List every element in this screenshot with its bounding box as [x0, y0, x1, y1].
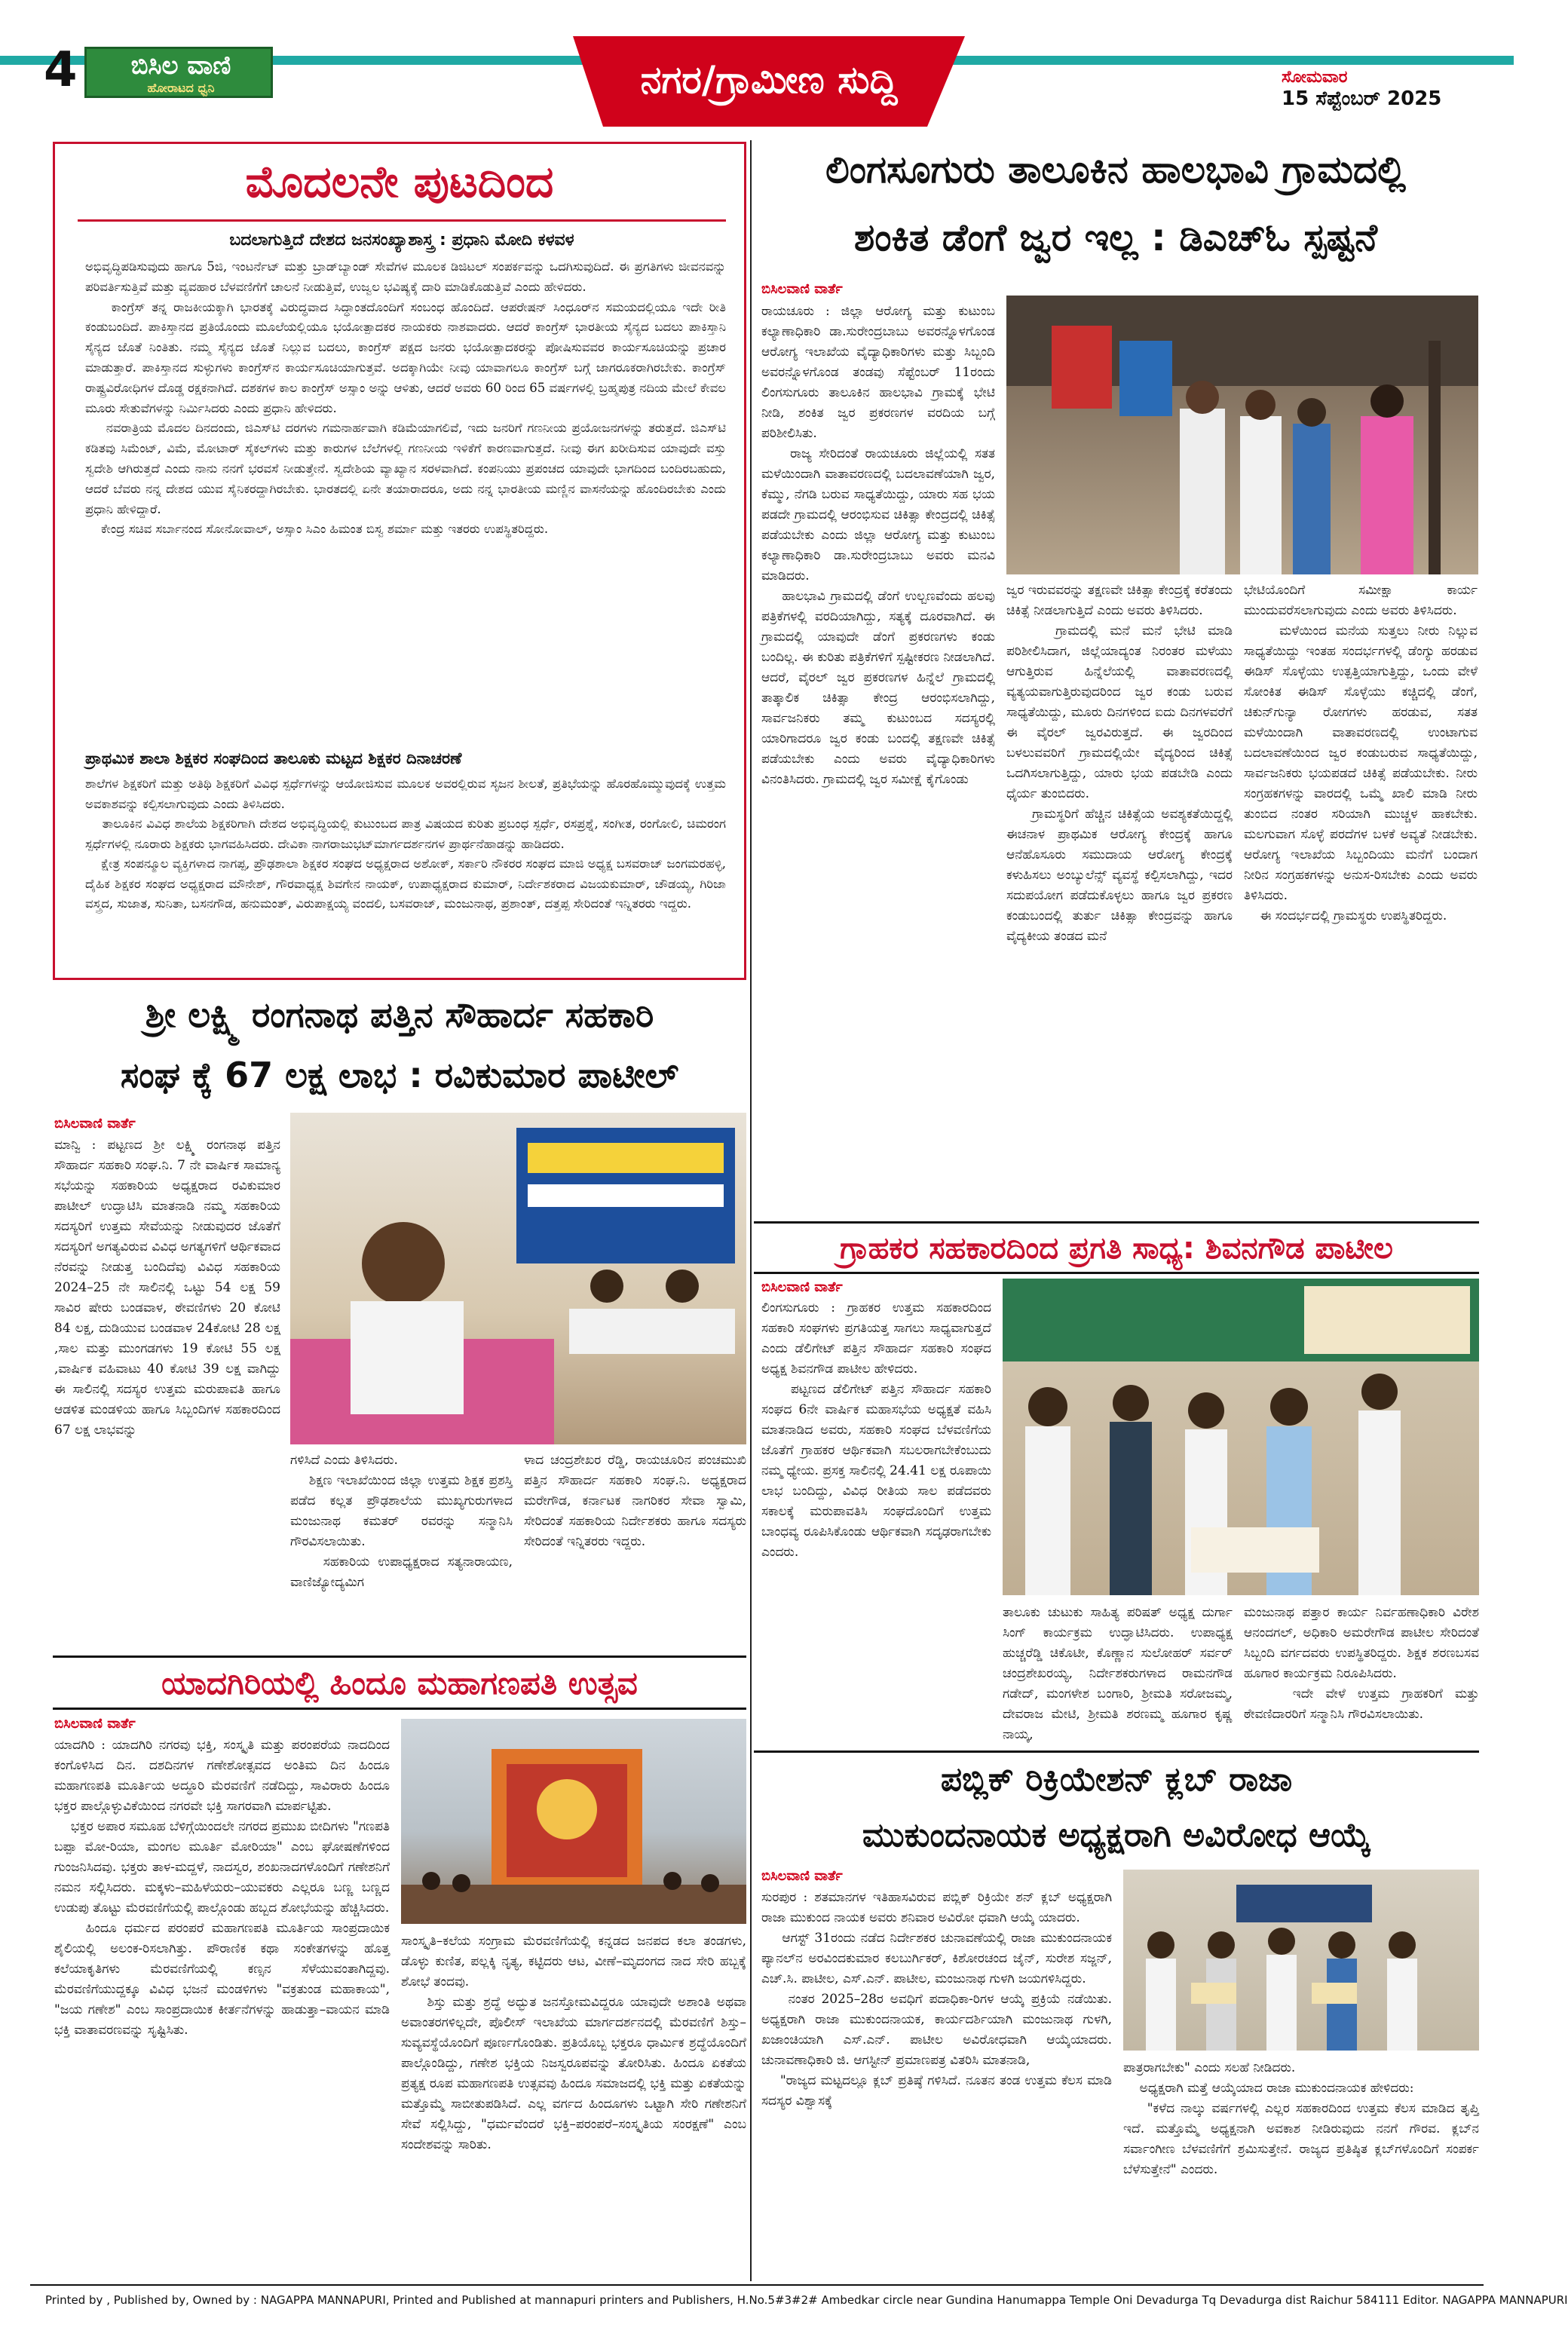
story1-body: ಅಭಿವೃದ್ಧಿಪಡಿಸುವುದು ಹಾಗೂ 5ಜಿ, ಇಂಟರ್ನೆಟ್ ಮತ್ತು ಬ್ರಾಡ್‌ಬ್ಯಾಂಡ್ ಸೇವೆಗಳ ಮೂಲಕ ಡಿಜಿಟಲ್ ಸಂಪರ್ಕವನ್ನು ಒದಗಿಸುವುದಿದೆ. ಈ ಪ್ರಗತಿಗಳು ಜೀವನವನ್ನು ಪರಿವರ್ತಿಸುತ್ತಿವೆ ಮತ್ತು ವ್ಯವಹಾರ ಬೆಳವಣಿಗೆಗೆ ಚಾಲನೆ ನೀಡುತ್ತಿವೆ, ಉಜ್ವಲ ಭವಿಷ್ಯಕ್ಕೆ ದಾರಿ ಮಾಡಿಕೊಡುತ್ತಿವೆ ಎಂದು ಹೇಳಿದರು. ಕಾಂಗ್ರೆಸ್ ತನ್ನ ರಾಜಕೀಯಕ್ಕಾಗಿ ಭಾರತಕ್ಕೆ ವಿರುದ್ಧವಾದ ಸಿದ್ಧಾಂತದೊಂದಿಗೆ ಸಂಬಂಧ ಹೊಂದಿದೆ. ಆಪರೇಷನ್ ಸಿಂಧೂರ್‌ನ ಸಮಯದಲ್ಲಿಯೂ ಇದೇ ರೀತಿ ಕಂಡುಬಂದಿದೆ. ಪಾಕಿಸ್ತಾನದ ಪ್ರತಿಯೊಂದು ಮೂಲೆಯಲ್ಲಿಯೂ ಭಯೋತ್ಪಾದಕರ ನಾಯಕರು ನಾಶವಾದರು. ಆದರೆ ಕಾಂಗ್ರೆಸ್ ಭಾರತೀಯ ಸೈನ್ಯದ ಬದಲು ಪಾಕಿಸ್ತಾನಿ ಸೈನ್ಯದ ಜೊತೆ ನಿಂತಿತು. ನಮ್ಮ ಸೈನ್ಯದ ಜೊತೆ ನಿಲ್ಲುವ ಬದಲು, ಕಾಂಗ್ರೆಸ್ ಪಕ್ಷದ ಜನರು ಭಯೋತ್ಪಾದಕರನ್ನು ಪೋಷಿಸುವವರ ಕಾರ್ಯಸೂಚಿಯನ್ನು ಪ್ರಚಾರ ಮಾಡುತ್ತಾರೆ. ಪಾಕಿಸ್ತಾನದ ಸುಳ್ಳುಗಳು ಕಾಂಗ್ರೆಸ್‌ನ ಕಾರ್ಯಸೂಚಿಯಾಗುತ್ತವೆ. ಅದಕ್ಕಾಗಿಯೇ ನೀವು ಯಾವಾಗಲೂ ಕಾಂಗ್ರೆಸ್ ಬಗ್ಗೆ ಜಾಗರೂಕರಾಗಿರಬೇಕು. ಕಾಂಗ್ರೆಸ್ ರಾಷ್ಟ್ರವಿರೋಧಿಗಳ ದೊಡ್ಡ ರಕ್ಷಕನಾಗಿದೆ. ದಶಕಗಳ ಕಾಲ ಕಾಂಗ್ರೆಸ್ ಅಸ್ಸಾಂ ಅನ್ನು ಆಳಿತು, ಆದರೆ ಅವರು 60 ರಿಂದ 65 ವರ್ಷಗಳಲ್ಲಿ ಬ್ರಹ್ಮಪುತ್ರ ನದಿಯ ಮೇಲೆ ಕೇವಲ ಮೂರು ಸೇತುವೆಗಳನ್ನು ನಿರ್ಮಿಸಿದರು ಎಂದು ಪ್ರಧಾನಿ ಹೇಳಿದರು. ನವರಾತ್ರಿಯ ಮೊದಲ ದಿನದಂದು, ಜಿಎಸ್‌ಟಿ ದರಗಳು ಗಮನಾರ್ಹವಾಗಿ ಕಡಿಮೆಯಾಗಲಿವೆ, ಇದು ಜನರಿಗೆ ಗಣನೀಯ ಪ್ರಯೋಜನಗಳನ್ನು ತರುತ್ತದೆ. ಜಿಎಸ್‌ಟಿ ಕಡಿತವು ಸಿಮೆಂಟ್, ವಿಮೆ, ಮೋಟಾರ್ ಸೈಕಲ್‌ಗಳು ಮತ್ತು ಕಾರುಗಳ ಬೆಲೆಗಳಲ್ಲಿ ಗಣನೀಯ ಇಳಿಕೆಗೆ ಕಾರಣವಾಗುತ್ತದೆ. ನೀವು ಈಗ ಖರೀದಿಸುವ ಯಾವುದೇ ವಸ್ತು ಸ್ವದೇಶಿ ಆಗಿರುತ್ತದೆ ಎಂದು ನಾನು ನನಗೆ ಭರವಸೆ ನೀಡುತ್ತೇನೆ. ಸ್ವದೇಶಿಯ ವ್ಯಾಖ್ಯಾನ ಸರಳವಾಗಿದೆ. ಕಂಪನಿಯು ಪ್ರಪಂಚದ ಯಾವುದೇ ಭಾಗದಿಂದ ಬಂದಿರಬಹುದು, ಆದರೆ ಬೆವರು ನನ್ನ ದೇಶದ ಯುವ ಸೈನಿಕರದ್ದಾಗಿರಬೇಕು. ಭಾರತದಲ್ಲಿ ಏನೇ ತಯಾರಾದರೂ, ಅದು ನನ್ನ ಭಾರತೀಯ ಮಣ್ಣಿನ ವಾಸನೆಯನ್ನು ಹೊಂದಿರಬೇಕು ಎಂದು ಪ್ರಧಾನಿ ಹೇಳಿದ್ದಾರೆ. ಕೇಂದ್ರ ಸಚಿವ ಸರ್ಬಾನಂದ ಸೋನೋವಾಲ್, ಅಸ್ಸಾಂ ಸಿಎಂ ಹಿಮಂತ ಬಿಸ್ವ ಶರ್ಮಾ ಮತ್ತು ಇತರರು ಉಪಸ್ಥಿತರಿದ್ದರು. — [85, 259, 727, 537]
dengue-byline: ಬಿಸಿಲವಾಣಿ ವಾರ್ತೆ — [761, 281, 843, 297]
cooperative-col3: ಳಾದ ಚಂದ್ರಶೇಖರ ರೆಡ್ಡಿ, ರಾಯಚೂರಿನ ಪಂಚಮುಖಿ ಪತ್ತಿನ ಸೌಹಾರ್ದ ಸಹಕಾರಿ ಸಂಘ.ನಿ. ಅಧ್ಯಕ್ಷರಾದ ಮರೇಗೌಡ, ಕರ್ನಾಟಕ ನಾಗರಿಕರ ಸೇವಾ ಸ್ವಾಮಿ, ಸೇರಿದಂತೆ ಸಹಕಾರಿಯ ನಿರ್ದೇಶಕರು ಹಾಗೂ ಸದಸ್ಯರು ಸೇರಿದಂತೆ ಇನ್ನಿತರರು ಇದ್ದರು. — [524, 1453, 751, 1549]
section-title: ನಗರ/ಗ್ರಾಮೀಣ ಸುದ್ದಿ — [640, 58, 898, 102]
masthead — [0, 0, 1514, 136]
paper-tagline: ಹೋರಾಟದ ಧ್ವನಿ — [147, 81, 215, 95]
consumer-col2: ತಾಲೂಕು ಚುಟುಕು ಸಾಹಿತ್ಯ ಪರಿಷತ್ ಅಧ್ಯಕ್ಷ ದುರ್ಗಾ ಸಿಂಗ್ ಕಾರ್ಯಕ್ರಮ ಉದ್ಘಾಟಿಸಿದರು. ಉಪಾಧ್ಯಕ್ಷ ಹುಚ್ಚರೆಡ್ಡಿ ಚಿಕೊಟೀ, ಕೊಣ್ಣಾನ ಸುಲೋಹರ್ ಸರ್ವರ್ ಚಂದ್ರಶೇಖರಯ್ಯ, ನಿರ್ದೇಶಕರುಗಳಾದ ರಾಮನಗೌಡ ಗಡೇದ್, ಮಂಗಳೇಶ ಬಂಗಾರಿ, ಶ್ರೀಮತಿ ಸರೋಜಮ್ಮ, ದೇವರಾಜ ಮೇಟಿ, ಶ್ರೀಮತಿ ಶರಣಮ್ಮ ಹೂಗಾರ ಕೃಷ್ಣ ನಾಯ್ಕ, — [1003, 1605, 1237, 1742]
consumer-col1: ಲಿಂಗಸುಗೂರು : ಗ್ರಾಹಕರ ಉತ್ತಮ ಸಹಕಾರದಿಂದ ಸಹಕಾರಿ ಸಂಘಗಳು ಪ್ರಗತಿಯತ್ತ ಸಾಗಲು ಸಾಧ್ಯವಾಗುತ್ತದೆ ಎಂದು ಡೆಲಿಗೇಟ್ ಪತ್ತಿನ ಸೌಹಾರ್ದ ಸಹಕಾರಿ ಸಂಘದ ಅಧ್ಯಕ್ಷ ಶಿವನಗೌಡ ಪಾಟೀಲ ಹೇಳಿದರು. ಪಟ್ಟಣದ ಡೆಲಿಗೇಟ್ ಪತ್ತಿನ ಸೌಹಾರ್ದ ಸಹಕಾರಿ ಸಂಘದ 6ನೇ ವಾರ್ಷಿಕ ಮಹಾಸಭೆಯ ಅಧ್ಯಕ್ಷತೆ ವಹಿಸಿ ಮಾತನಾಡಿದ ಅವರು, ಸಹಕಾರಿ ಸಂಘದ ಬೆಳವಣಿಗೆಯ ಜೊತೆಗೆ ಗ್ರಾಹಕರ ಆರ್ಥಿಕವಾಗಿ ಸಬಲರಾಗಬೇಕೆಂಬುದು ನಮ್ಮ ಧ್ಯೇಯ. ಪ್ರಸಕ್ತ ಸಾಲಿನಲ್ಲಿ 24.41 ಲಕ್ಷ ರೂಪಾಯಿ ಲಾಭ ಬಂದಿದ್ದು, ವಿವಿಧ ರೀತಿಯ ಸಾಲ ಪಡೆದವರು ಸಕಾಲಕ್ಕೆ ಮರುಪಾವತಿಸಿ ಸಂಘದೊಂದಿಗೆ ಉತ್ತಮ ಬಾಂಧವ್ಯ ರೂಪಿಸಿಕೊಂಡು ಆರ್ಥಿಕವಾಗಿ ಸದೃಢರಾಗಬೇಕು ಎಂದರು. — [761, 1300, 991, 1560]
yadgir-byline: ಬಿಸಿಲವಾಣಿ ವಾರ್ತೆ — [54, 1716, 136, 1732]
dengue-col3: ಭೇಟಿಯೊಂದಿಗೆ ಸಮೀಕ್ಷಾ ಕಾರ್ಯ ಮುಂದುವರೆಸಲಾಗುವುದು ಎಂದು ಅವರು ತಿಳಿಸಿದರು. ಮಳೆಯಿಂದ ಮನೆಯ ಸುತ್ತಲು ನೀರು ನಿಲ್ಲುವ ಸಾಧ್ಯತೆಯಿದ್ದು ಇಂತಹ ಸಂದರ್ಭಗಳಲ್ಲಿ ಡೆಂಗ್ಯು ಹರಡುವ ಈಡಿಸ್ ಸೊಳ್ಳೆಯು ಉತ್ಪತ್ತಿಯಾಗುತ್ತಿದ್ದು, ಒಂದು ವೇಳೆ ಸೋಂಕಿತ ಈಡಿಸ್ ಸೊಳ್ಳೆಯು ಕಚ್ಚಿದಲ್ಲಿ ಡೆಂಗೆ, ಚಿಕುನ್‌ಗುನ್ಯಾ ರೋಗಗಳು ಹರಡುವ, ಸತತ ಮಳೆಯಿಂದಾಗಿ ವಾತಾವರಣದಲ್ಲಿ ಉಂಟಾಗುವ ಬದಲಾವಣೆಯಿಂದ ಜ್ವರ ಕಂಡುಬರುವ ಸಾಧ್ಯತೆಯಿದ್ದು, ಸಾರ್ವಜನಿಕರು ಭಯಪಡದೆ ಚಿಕಿತ್ಸೆ ಪಡೆಯಬೇಕು. ನೀರು ಸಂಗ್ರಹಕಗಳನ್ನು ವಾರದಲ್ಲಿ ಒಮ್ಮೆ ಖಾಲಿ ಮಾಡಿ ನೀರು ತುಂಬಿದ ನಂತರ ಸರಿಯಾಗಿ ಮುಚ್ಚಳ ಹಾಕಬೇಕು. ಮಲಗುವಾಗ ಸೊಳ್ಳೆ ಪರದೆಗಳ ಬಳಕೆ ಅವ್ಯತೆ ನೀಡಬೇಕು. ಆರೋಗ್ಯ ಇಲಾಖೆಯ ಸಿಬ್ಬಂದಿಯು ಮನೆಗೆ ಬಂದಾಗ ನೀರಿನ ಸಂಗ್ರಹಕಗಳನ್ನು ಅನುಸ-ರಿಸಬೇಕು ಎಂದು ಅವರು ತಿಳಿಸಿದರು. ಈ ಸಂದರ್ಭದಲ್ಲಿ ಗ್ರಾಮಸ್ಥರು ಉಪಸ್ಥಿತರಿದ್ದರು. — [1244, 583, 1478, 923]
annual-meeting-illustration — [290, 1113, 746, 1444]
cooperative-col1: ಮಾನ್ವಿ : ಪಟ್ಟಣದ ಶ್ರೀ ಲಕ್ಷ್ಮಿ ರಂಗನಾಥ ಪತ್ತಿನ ಸೌಹಾರ್ದ ಸಹಕಾರಿ ಸಂಘ.ನಿ. 7 ನೇ ವಾರ್ಷಿಕ ಸಾಮಾನ್ಯ ಸಭೆಯನ್ನು ಸಹಕಾರಿಯ ಅಧ್ಯಕ್ಷರಾದ ರವಿಕುಮಾರ ಪಾಟೀಲ್ ಉದ್ಘಾಟಿಸಿ ಮಾತನಾಡಿ ನಮ್ಮ ಸಹಕಾರಿಯ ಸದಸ್ಯರಿಗೆ ಉತ್ತಮ ಸೇವೆಯನ್ನು ನೀಡುವುದರ ಜೊತೆಗೆ ಸದಸ್ಯರಿಗೆ ಅಗತ್ಯವಿರುವ ವಿವಿಧ ಅಗತ್ಯಗಳಿಗೆ ಆರ್ಥಿಕವಾದ ನೆರವನ್ನು ನೀಡುತ್ತ ಬಂದಿದೆವು ವಿವಿಧ ಸಹಕಾರಿಯ 2024–25 ನೇ ಸಾಲಿನಲ್ಲಿ ಒಟ್ಟು 54 ಲಕ್ಷ 59 ಸಾವಿರ ಷೇರು ಬಂಡವಾಳ, ಠೇವಣಿಗಳು 20 ಕೋಟಿ 84 ಲಕ್ಷ, ದುಡಿಯುವ ಬಂಡವಾಳ 24ಕೋಟಿ 28 ಲಕ್ಷ ,ಸಾಲ ಮತ್ತು ಮುಂಗಡಗಳು 19 ಕೋಟಿ 55 ಲಕ್ಷ ,ವಾರ್ಷಿಕ ವಹಿವಾಟು 40 ಕೋಟಿ 39 ಲಕ್ಷ ವಾಗಿದ್ದು ಈ ಸಾಲಿನಲ್ಲಿ ಸದಸ್ಯರ ಉತ್ತಮ ಮರುಪಾವತಿ ಹಾಗೂ ಆಡಳಿತ ಮಂಡಳಿಯ ಹಾಗೂ ಸಿಬ್ಬಂದಿಗಳ ಸಹಕಾರದಿಂದ 67 ಲಕ್ಷ ಲಾಭವನ್ನು — [54, 1138, 285, 1438]
dengue-headline-1: ಲಿಂಗಸೂಗುರು ತಾಲೂಕಿನ ಹಾಲಭಾವಿ ಗ್ರಾಮದಲ್ಲಿ — [825, 148, 1406, 191]
yadgir-col1: ಯಾದಗಿರಿ : ಯಾದಗಿರಿ ನಗರವು ಭಕ್ತಿ, ಸಂಸ್ಕೃತಿ ಮತ್ತು ಪರಂಪರೆಯ ನಾದದಿಂದ ಕಂಗೊಳಿಸಿದ ದಿನ. ದಶದಿನಗಳ ಗಣೇಶೋತ್ಸವದ ಅಂತಿಮ ದಿನ ಹಿಂದೂ ಮಹಾಗಣಪತಿ ಮೂರ್ತಿಯ ಅದ್ಧೂರಿ ಮೆರವಣಿಗೆ ನಡೆದಿದ್ದು, ಸಾವಿರಾರು ಹಿಂದೂ ಭಕ್ತರ ಪಾಲ್ಗೊಳ್ಳುವಿಕೆಯಿಂದ ನಗರವೇ ಭಕ್ತಿ ಸಾಗರವಾಗಿ ಮಾರ್ಪಟ್ಟಿತು. ಭಕ್ತರ ಅಪಾರ ಸಮೂಹ ಬೆಳಿಗ್ಗೆಯಿಂದಲೇ ನಗರದ ಪ್ರಮುಖ ಬೀದಿಗಳು "ಗಣಪತಿ ಬಪ್ಪಾ ಮೋ-ರಿಯಾ, ಮಂಗಲ ಮೂರ್ತಿ ಮೋರಿಯಾ" ಎಂಬ ಘೋಷಣೆಗಳಿಂದ ಗುಂಜನಿಸಿದವು. ಭಕ್ತರು ತಾಳ-ಮದ್ದಳೆ, ನಾದಸ್ವರ, ಶಂಖನಾದಗಳೊಂದಿಗೆ ಗಣೇಶನಿಗೆ ನಮನ ಸಲ್ಲಿಸಿದರು. ಮಕ್ಕಳು–ಮಹಿಳೆಯರು–ಯುವಕರು ಎಲ್ಲರೂ ಬಣ್ಣ ಬಣ್ಣದ ಉಡುಪು ತೊಟ್ಟು ಮೆರವಣಿಗೆಯಲ್ಲಿ ಪಾಲ್ಗೊಂಡು ಹಬ್ಬದ ಶೋಭೆಯನ್ನು ಹೆಚ್ಚಿಸಿದರು. ಹಿಂದೂ ಧರ್ಮದ ಪರಂಪರೆ ಮಹಾಗಣಪತಿ ಮೂರ್ತಿಯ ಸಾಂಪ್ರದಾಯಿಕ ಶೈಲಿಯಲ್ಲಿ ಅಲಂಕ-ರಿಸಲಾಗಿತ್ತು. ಪೌರಾಣಿಕ ಕಥಾ ಸಂಕೇತಗಳನ್ನು ಹೊತ್ತ ಕಲೆಯಾಕೃತಿಗಳು ಮೆರವಣಿಗೆಯಲ್ಲಿ ಕಣ್ಸನ ಸೆಳೆಯುವಂತಾಗಿದ್ದವು. ಮೆರವಣಿಗೆಯುದ್ದಕ್ಕೂ ವಿವಿಧ ಭಜನೆ ಮಂಡಳಿಗಳು "ವಕ್ರತುಂಡ ಮಹಾಕಾಯ", "ಜಯ ಗಣೇಶ" ಎಂಬ ಸಾಂಪ್ರದಾಯಿಕ ಕೀರ್ತನೆಗಳನ್ನು ಹಾಡುತ್ತಾ–ವಾಯನ ಮಾಡಿ ಭಕ್ತಿ ವಾತಾವರಣವನ್ನು ಸೃಷ್ಟಿಸಿತು. — [54, 1738, 390, 2038]
club-col1: ಸುರಪುರ : ಶತಮಾನಗಳ ಇತಿಹಾಸವಿರುವ ಪಬ್ಲಿಕ್ ರಿಕ್ರಿಯೇ ಶನ್ ಕ್ಲಬ್ ಅಧ್ಯಕ್ಷರಾಗಿ ರಾಜಾ ಮುಕುಂದ ನಾಯಕ ಅವರು ಶನಿವಾರ ಅವಿರೋ ಧವಾಗಿ ಆಯ್ಕೆ ಯಾದರು. ಆಗಸ್ಟ್ 31ರಂದು ನಡೆದ ನಿರ್ದೇಶಕರ ಚುನಾವಣೆಯಲ್ಲಿ ರಾಜಾ ಮುಕುಂದನಾಯಕ ಪ್ಯಾನಲ್‌ನ ಅರವಿಂದಕುಮಾರ ಕಲಬುರ್ಗಿಕರ್, ಕಿಶೋರಚಂದ ಜೈನ್, ಸುರೇಶ ಸಜ್ಜನ್, ಎಚ್.ಸಿ. ಪಾಟೀಲ, ಎಸ್.ಎನ್. ಪಾಟೀಲ, ಮಂಜುನಾಥ ಗುಳಗಿ ಜಯಗಳಿಸಿದ್ದರು. ನಂತರ 2025–28ರ ಅವಧಿಗೆ ಪದಾಧಿಕಾ-ರಿಗಳ ಆಯ್ಕೆ ಪ್ರಕ್ರಿಯೆ ನಡೆಯಿತು. ಅಧ್ಯಕ್ಷರಾಗಿ ರಾಜಾ ಮುಕುಂದನಾಯಕ, ಕಾರ್ಯದರ್ಶಿಯಾಗಿ ಮಂಜುನಾಥ ಗುಳಗಿ, ಖಜಾಂಚಿಯಾಗಿ ಎಸ್.ಎನ್. ಪಾಟೀಲ ಅವಿರೋಧವಾಗಿ ಆಯ್ಕೆಯಾದರು. ಚುನಾವಣಾಧಿಕಾರಿ ಜಿ. ಆಗಸ್ಟೀನ್ ಪ್ರಮಾಣಪತ್ರ ವಿತರಿಸಿ ಮಾತನಾಡಿ, "ರಾಜ್ಯದ ಮಟ್ಟದಲ್ಲೂ ಕ್ಲಬ್ ಪ್ರತಿಷ್ಠೆ ಗಳಿಸಿದೆ. ನೂತನ ತಂಡ ಉತ್ತಮ ಕೆಲಸ ಮಾಡಿ ಸದಸ್ಯರ ವಿಶ್ವಾಸಕ್ಕೆ — [761, 1890, 1112, 2109]
continuation-banner: ಮೊದಲನೇ ಪುಟದಿಂದ — [245, 156, 554, 207]
consumer-byline: ಬಿಸಿಲವಾಣಿ ವಾರ್ತೆ — [761, 1279, 843, 1295]
club-col2: ಪಾತ್ರರಾಗಬೇಕು" ಎಂದು ಸಲಹೆ ನೀಡಿದರು. ಅಧ್ಯಕ್ಷರಾಗಿ ಮತ್ತೆ ಆಯ್ಕೆಯಾದ ರಾಜಾ ಮುಕುಂದನಾಯಕ ಹೇಳಿದರು: "ಕಳೆದ ನಾಲ್ಕು ವರ್ಷಗಳಲ್ಲಿ ಎಲ್ಲರ ಸಹಕಾರದಿಂದ ಉತ್ತಮ ಕೆಲಸ ಮಾಡಿದ ತೃಪ್ತಿ ಇದೆ. ಮತ್ತೊಮ್ಮೆ ಅಧ್ಯಕ್ಷನಾಗಿ ಅವಕಾಶ ನೀಡಿರುವುದು ನನಗೆ ಗೌರವ. ಕ್ಲಬ್‌ನ ಸರ್ವಾಂಗೀಣ ಬೆಳವಣಿಗೆಗೆ ಶ್ರಮಿಸುತ್ತೇನೆ. ರಾಜ್ಯದ ಪ್ರತಿಷ್ಠಿತ ಕ್ಲಬ್‌ಗಳೊಂದಿಗೆ ಸಂಪರ್ಕ ಬೆಳೆಸುತ್ತೇನೆ" ಎಂದರು. — [1123, 2060, 1479, 2177]
consumer-headline-box — [754, 1221, 1479, 1274]
story2-body: ಶಾಲೆಗಳ ಶಿಕ್ಷಕರಿಗೆ ಮತ್ತು ಅತಿಥಿ ಶಿಕ್ಷಕರಿಗೆ ವಿವಿಧ ಸ್ಪರ್ಧೆಗಳನ್ನು ಆಯೋಜಿಸುವ ಮೂಲಕ ಅವರಲ್ಲಿರುವ ಸೃಜನ ಶೀಲತೆ, ಪ್ರತಿಭೆಯನ್ನು ಹೊರಹೊಮ್ಮುವುದಕ್ಕೆ ಉತ್ತಮ ಅವಕಾಶವನ್ನು ಕಲ್ಪಿಸಲಾಗುವುದು ಎಂದು ತಿಳಿಸಿದರು. ತಾಲೂಕಿನ ವಿವಿಧ ಶಾಲೆಯ ಶಿಕ್ಷಕರಿಗಾಗಿ ದೇಶದ ಅಭಿವೃದ್ಧಿಯಲ್ಲಿ ಕುಟುಂಬದ ಪಾತ್ರ ವಿಷಯದ ಕುರಿತು ಪ್ರಬಂಧ ಸ್ಪರ್ಧೆ, ರಸಪ್ರಶ್ನೆ, ಸಂಗೀತ, ರಂಗೋಲಿ, ಚಿಮರಂಗ ಸ್ಪರ್ಧೆಗಳಲ್ಲಿ ನೂರಾರು ಶಿಕ್ಷಕರು ಭಾಗವಹಿಸಿದರು. ದೇವಿಕಾ ನಾಗರಾಜುಭಟ್‌ಮಾರ್ಗದರ್ಶನಗಳ ಪ್ರಾರ್ಥನೆಹಾಡನ್ನು ಹಾಡಿದರು. ಕ್ಷೇತ್ರ ಸಂಪನ್ಮೂಲ ವ್ಯಕ್ತಿಗಳಾದ ನಾಗಪ್ಪ, ಪ್ರೌಢಶಾಲಾ ಶಿಕ್ಷಕರ ಸಂಘದ ಅಧ್ಯಕ್ಷರಾದ ಅಶೋಕ್, ಸರ್ಕಾರಿ ನೌಕರರ ಸಂಘದ ಮಾಜಿ ಅಧ್ಯಕ್ಷ ಬಸವರಾಜ್ ಜಂಗಮರಹಳ್ಳಿ, ದೈಹಿಕ ಶಿಕ್ಷಕರ ಸಂಘದ ಅಧ್ಯಕ್ಷರಾದ ಮೌನೇಶ್, ಗೌರವಾಧ್ಯಕ್ಷ ಶಿವಗೇನ ನಾಯಕ್, ಉಪಾಧ್ಯಕ್ಷರಾದ ಕುಮಾರ್, ನಿರ್ದೇಶಕರಾದ ವಿಜಯಕುಮಾರ್, ಚೌಡಯ್ಯ, ಗಿರಿಜಾ ವಸ್ತ್ರದ, ಸುಜಾತ, ಸುನಿತಾ, ಬಸನಗೌಡ, ಹನುಮಂತ್, ವಿರುಪಾಕ್ಷಯ್ಯ ವಂದಲಿ, ಬಸವರಾಜ್, ಮಂಜುನಾಥ, ಪ್ರಶಾಂತ್, ದತ್ತಪ್ಪ ಸೇರಿದಂತೆ ಇನ್ನಿತರರು ಇದ್ದರು. — [85, 776, 726, 911]
cooperative-col2: ಗಳಿಸಿದೆ ಎಂದು ತಿಳಿಸಿದರು. ಶಿಕ್ಷಣ ಇಲಾಖೆಯಿಂದ ಜಿಲ್ಲಾ ಉತ್ತಮ ಶಿಕ್ಷಕ ಪ್ರಶಸ್ತಿ ಪಡೆದ ಕಲ್ಲತ ಪ್ರೌಢಶಾಲೆಯ ಮುಖ್ಯಗುರುಗಳಾದ ಮಂಜುನಾಥ ಕಮತರ್ ರವರನ್ನು ಸನ್ಮಾನಿಸಿ ಗೌರವಿಸಲಾಯಿತು. ಸಹಕಾರಿಯ ಉಪಾಧ್ಯಕ್ಷರಾದ ಸತ್ಯನಾರಾಯಣ, ವಾಣಿಜ್ಯೋದ್ಯಮಿಗ — [290, 1453, 513, 1590]
procession-illustration — [401, 1719, 746, 1924]
imprint-line: Printed by , Published by, Owned by : NAGAPPA MANNAPURI, Printed and Published at mannapuri printers and Publishers, H.No.5#3#2# Ambedkar circle near Gundina Hanumappa Temple Oni Devadurga Tq Devadurga dist Raichur 584111 Editor. NAGAPPA MANNAPURI — [45, 2293, 1568, 2307]
cooperative-byline: ಬಿಸಿಲವಾಣಿ ವಾರ್ತೆ — [54, 1116, 136, 1132]
club-illustration — [1123, 1870, 1479, 2051]
dengue-col2: ಜ್ವರ ಇರುವವರನ್ನು ತಕ್ಷಣವೇ ಚಿಕಿತ್ಸಾ ಕೇಂದ್ರಕ್ಕೆ ಕರೆತಂದು ಚಿಕಿತ್ಸೆ ನೀಡಲಾಗುತ್ತಿದೆ ಎಂದು ಅವರು ತಿಳಿಸಿದರು. ಗ್ರಾಮದಲ್ಲಿ ಮನೆ ಮನೆ ಭೇಟಿ ಮಾಡಿ ಪರಿಶೀಲಿಸಿದಾಗ, ಜಿಲ್ಲೆಯಾದ್ಯಂತ ನಿರಂತರ ಮಳೆಯು ಆಗುತ್ತಿರುವ ಹಿನ್ನೆಲೆಯಲ್ಲಿ ವಾತಾವರಣದಲ್ಲಿ ವ್ಯತ್ಯಯವಾಗುತ್ತಿರುವುದರಿಂದ ಜ್ವರ ಕಂಡು ಬರುವ ಸಾಧ್ಯತೆಯಿದ್ದು, ಮೂರು ದಿನಗಳಿಂದ ಐದು ದಿನಗಳವರೆಗೆ ಈ ವೈರಲ್ ಜ್ವರವಿರುತ್ತದೆ. ಈ ಜ್ವರದಿಂದ ಬಳಲುವವರಿಗೆ ಗ್ರಾಮದಲ್ಲಿಯೇ ವೈದ್ಯರಿಂದ ಚಿಕಿತ್ಸೆ ಒದಗಿಸಲಾಗುತ್ತಿದ್ದು, ಯಾರು ಭಯ ಪಡಬೇಡಿ ಎಂದು ಧೈರ್ಯ ತುಂಬಿದರು. ಗ್ರಾಮಸ್ಥರಿಗೆ ಹೆಚ್ಚಿನ ಚಿಕಿತ್ಸೆಯ ಅವಶ್ಯಕತೆಯಿದ್ದಲ್ಲಿ ಈಚನಾಳ ಪ್ರಾಥಮಿಕ ಆರೋಗ್ಯ ಕೇಂದ್ರಕ್ಕೆ ಹಾಗೂ ಆನೆಹೊಸೂರು ಸಮುದಾಯ ಆರೋಗ್ಯ ಕೇಂದ್ರಕ್ಕೆ ಕಳುಹಿಸಲು ಅಂಬ್ಯುಲೆನ್ಸ್ ವ್ಯವಸ್ಥೆ ಕಲ್ಪಿಸಲಾಗಿದ್ದು, ಇದರ ಸದುಪಯೋಗ ಪಡೆದುಕೊಳ್ಳಲು ಹಾಗೂ ಜ್ವರ ಪ್ರಕರಣ ಕಂಡುಬಂದಲ್ಲಿ ತುರ್ತು ಚಿಕಿತ್ಸಾ ಕೇಂದ್ರವನ್ನು ಹಾಗೂ ವೈದ್ಯಕೀಯ ತಂಡದ ಮನೆ — [1006, 583, 1233, 944]
cooperative-headline-2: ಸಂಘ ಕ್ಕೆ 67 ಲಕ್ಷ ಲಾಭ : ರವಿಕುಮಾರ ಪಾಟೀಲ್ — [120, 1055, 679, 1095]
continuation-rule — [78, 219, 726, 222]
horizontal-rule-consumer-club — [754, 1750, 1479, 1753]
photo-ganesha-procession — [401, 1719, 746, 1924]
cooperative-headline-1: ಶ್ರೀ ಲಕ್ಷ್ಮಿ ರಂಗನಾಥ ಪತ್ತಿನ ಸೌಹಾರ್ದ ಸಹಕಾರಿ — [145, 994, 654, 1035]
paper-name-block — [84, 47, 273, 98]
consumer-headline: ಗ್ರಾಹಕರ ಸಹಕಾರದಿಂದ ಪ್ರಗತಿ ಸಾಧ್ಯ: ಶಿವನಗೌಡ ಪಾಟೀಲ — [840, 1231, 1393, 1266]
footer-rule — [30, 2284, 1484, 2286]
issue-day: ಸೋಮವಾರ — [1282, 68, 1348, 87]
dengue-headline-2: ಶಂಕಿತ ಡೆಂಗೆ ಜ್ವರ ಇಲ್ಲ : ಡಿಎಚ್‌ಓ ಸ್ಪಷ್ಟನೆ — [853, 216, 1378, 259]
yadgir-headline: ಯಾದಗಿರಿಯಲ್ಲಿ ಹಿಂದೂ ಮಹಾಗಣಪತಿ ಉತ್ಸವ — [161, 1665, 638, 1701]
club-headline-2: ಮುಕುಂದನಾಯಕ ಅಧ್ಯಕ್ಷರಾಗಿ ಅವಿರೋಧ ಆಯ್ಕೆ — [862, 1816, 1371, 1855]
photo-cake-ceremony — [1003, 1279, 1479, 1595]
issue-date: 15 ಸೆಪ್ಟೆಂಬರ್ 2025 — [1282, 87, 1442, 110]
photo-annual-meeting — [290, 1113, 746, 1444]
cake-ceremony-illustration — [1003, 1279, 1479, 1595]
photo-club-certificates — [1123, 1870, 1479, 2051]
consumer-col3: ಮಂಜುನಾಥ ಪತ್ತಾರ ಕಾರ್ಯ ನಿರ್ವಹಣಾಧಿಕಾರಿ ವಿರೇಶ ಆನಂದಗಲ್, ಅಧಿಕಾರಿ ಅಮರೇಗೌಡ ಪಾಟೀಲ ಸೇರಿದಂತೆ ಸಿಬ್ಬಂದಿ ವರ್ಗದವರು ಉಪಸ್ಥಿತರಿದ್ದರು. ಶಿಕ್ಷಕ ಶರಣಬಸವ ಹೂಗಾರ ಕಾರ್ಯಕ್ರಮ ನಿರೂಪಿಸಿದರು. ಇದೇ ವೇಳೆ ಉತ್ತಮ ಗ್ರಾಹಕರಿಗೆ ಮತ್ತು ಠೇವಣಿದಾರರಿಗೆ ಸನ್ಮಾನಿಸಿ ಗೌರವಿಸಲಾಯಿತು. — [1244, 1605, 1479, 1722]
club-byline: ಬಿಸಿಲವಾಣಿ ವಾರ್ತೆ — [761, 1868, 843, 1884]
page-number: 4 — [44, 42, 78, 98]
story1-headline: ಬದಲಾಗುತ್ತಿದೆ ದೇಶದ ಜನಸಂಖ್ಯಾಶಾಸ್ತ್ರ : ಪ್ರಧಾನಿ ಮೋದಿ ಕಳವಳ — [229, 231, 574, 250]
yadgir-headline-box — [53, 1656, 746, 1710]
story2-headline: ಪ್ರಾಥಮಿಕ ಶಾಲಾ ಶಿಕ್ಷಕರ ಸಂಘದಿಂದ ತಾಲೂಕು ಮಟ್ಟದ ಶಿಕ್ಷಕರ ದಿನಾಚರಣೆ — [85, 749, 462, 767]
front-continuation-box — [53, 142, 746, 980]
yadgir-col2: ಸಾಂಸ್ಕೃತಿ–ಕಲೆಯ ಸಂಗ್ರಾಮ ಮೆರವಣಿಗೆಯಲ್ಲಿ ಕನ್ನಡದ ಜನಪದ ಕಲಾ ತಂಡಗಳು, ಡೊಳ್ಳು ಕುಣಿತ, ಪಲ್ಲಕ್ಕಿ ನೃತ್ಯ, ಕಟ್ಟಿದರು ಆಟ, ವೀಣೆ–ಮೃದಂಗದ ನಾದ ಸೇರಿ ಹಬ್ಬಕ್ಕೆ ಶೋಭೆ ತಂದವು. ಶಿಸ್ತು ಮತ್ತು ಶ್ರದ್ಧೆ ಅದ್ಭುತ ಜನಸ್ತೋಮವಿದ್ದರೂ ಯಾವುದೇ ಅಶಾಂತಿ ಅಥವಾ ಅವಾಂತರಗಳಿಲ್ಲದೇ, ಪೊಲೀಸ್ ಇಲಾಖೆಯ ಮಾರ್ಗದರ್ಶನದಲ್ಲಿ ಮೆರವಣಿಗೆ ಶಿಸ್ತು–ಸುವ್ಯವಸ್ಥೆಯೊಂದಿಗೆ ಪೂರ್ಣಗೊಂಡಿತು. ಪ್ರತಿಯೊಬ್ಬ ಭಕ್ತರೂ ಧಾರ್ಮಿಕ ಶ್ರದ್ಧೆಯೊಂದಿಗೆ ಪಾಲ್ಗೊಂಡಿದ್ದು, ಗಣೇಶ ಭಕ್ತಿಯ ನಿಜಸ್ವರೂಪವನ್ನು ತೋರಿಸಿತು. ಹಿಂದೂ ಏಕತೆಯ ಪ್ರತ್ಯಕ್ಷ ರೂಪ ಮಹಾಗಣಪತಿ ಉತ್ಸವವು ಹಿಂದೂ ಸಮಾಜದಲ್ಲಿ ಭಕ್ತಿ ಮತ್ತು ಏಕತೆಯನ್ನು ಮತ್ತೊಮ್ಮೆ ಸಾಬೀತುಪಡಿಸಿದೆ. ಎಲ್ಲ ವರ್ಗದ ಹಿಂದೂಗಳು ಒಟ್ಟಾಗಿ ಸೇರಿ ಗಣೇಶನಿಗೆ ಸೇವೆ ಸಲ್ಲಿಸಿದ್ದು, "ಧರ್ಮವೆಂದರೆ ಭಕ್ತಿ–ಪರಂಪರೆ–ಸಂಸ್ಕೃತಿಯ ಸಂರಕ್ಷಣೆ" ಎಂಬ ಸಂದೇಶವನ್ನು ಸಾರಿತು. — [401, 1934, 746, 2152]
photo-health-team — [1006, 296, 1478, 574]
dengue-col1: ರಾಯಚೂರು : ಜಿಲ್ಲಾ ಆರೋಗ್ಯ ಮತ್ತು ಕುಟುಂಬ ಕಲ್ಯಾಣಾಧಿಕಾರಿ ಡಾ.ಸುರೇಂದ್ರಬಾಬು ಅವರನ್ನೊಳಗೊಂಡ ಆರೋಗ್ಯ ಇಲಾಖೆಯ ವೈದ್ಯಾಧಿಕಾರಿಗಳು ಮತ್ತು ಸಿಬ್ಬಂದಿ ಅವರನ್ನೊಳಗೊಂಡ ತಂಡವು ಸೆಪ್ಟೆಂಬರ್ 11ರಂದು ಲಿಂಗಸುಗೂರು ತಾಲೂಕಿನ ಹಾಲಭಾವಿ ಗ್ರಾಮಕ್ಕೆ ಭೇಟಿ ನೀಡಿ, ಶಂಕಿತ ಜ್ವರ ಪ್ರಕರಣಗಳ ವರದಿಯ ಬಗ್ಗೆ ಪರಿಶೀಲಿಸಿತು. ರಾಜ್ಯ ಸೇರಿದಂತೆ ರಾಯಚೂರು ಜಿಲ್ಲೆಯಲ್ಲಿ ಸತತ ಮಳೆಯಿಂದಾಗಿ ವಾತಾವರಣದಲ್ಲಿ ಬದಲಾವಣೆಯಾಗಿ ಜ್ವರ, ಕೆಮ್ಮು, ನೆಗಡಿ ಬರುವ ಸಾಧ್ಯತೆಯಿದ್ದು, ಯಾರು ಸಹ ಭಯ ಪಡದೇ ಗ್ರಾಮದಲ್ಲಿ ಆರಂಭಿಸುವ ಚಿಕಿತ್ಸಾ ಕೇಂದ್ರದಲ್ಲಿ ಚಿಕಿತ್ಸೆ ಪಡೆಯಬೇಕು ಎಂದು ಜಿಲ್ಲಾ ಆರೋಗ್ಯ ಮತ್ತು ಕುಟುಂಬ ಕಲ್ಯಾಣಾಧಿಕಾರಿ ಡಾ.ಸುರೇಂದ್ರಬಾಬು ಅವರು ಮನವಿ ಮಾಡಿದರು. ಹಾಲಭಾವಿ ಗ್ರಾಮದಲ್ಲಿ ಡೆಂಗೆ ಉಲ್ಬಣವೆಂದು ಹಲವು ಪತ್ರಿಕೆಗಳಲ್ಲಿ ವರದಿಯಾಗಿದ್ದು, ಸತ್ಯಕ್ಕೆ ದೂರವಾಗಿದೆ. ಈ ಗ್ರಾಮದಲ್ಲಿ ಯಾವುದೇ ಡೆಂಗೆ ಪ್ರಕರಣಗಳು ಕಂಡು ಬಂದಿಲ್ಲ. ಈ ಕುರಿತು ಪತ್ರಿಕೆಗಳಿಗೆ ಸ್ಪಷ್ಟೀಕರಣ ನೀಡಲಾಗಿದೆ. ಆದರೆ, ವೈರಲ್ ಜ್ವರ ಪ್ರಕರಣಗಳ ಹಿನ್ನೆಲೆ ಗ್ರಾಮದಲ್ಲಿ ತಾತ್ಕಾಲಿಕ ಚಿಕಿತ್ಸಾ ಕೇಂದ್ರ ಆರಂಭಿಸಲಾಗಿದ್ದು, ಸಾರ್ವಜನಿಕರು ತಮ್ಮ ಕುಟುಂಬದ ಸದಸ್ಯರಲ್ಲಿ ಯಾರಿಗಾದರೂ ಜ್ವರ ಕಂಡು ಬಂದಲ್ಲಿ ತಕ್ಷಣವೇ ಚಿಕಿತ್ಸೆ ಪಡೆಯಬೇಕು ಎಂದು ಅವರು ವೈದ್ಯಾಧಿಕಾರಿಗಳು ವಿನಂತಿಸಿದರು. ಗ್ರಾಮದಲ್ಲಿ ಜ್ವರ ಸಮೀಕ್ಷೆ ಕೈಗೊಂಡು — [761, 304, 995, 787]
vertical-rule-center — [750, 140, 752, 2281]
health-team-illustration — [1006, 296, 1478, 574]
club-headline-1: ಪಬ್ಲಿಕ್ ರಿಕ್ರಿಯೇಶನ್ ಕ್ಲಬ್ ರಾಜಾ — [940, 1760, 1293, 1799]
paper-name: ಬಿಸಿಲ ವಾಣಿ — [130, 51, 231, 81]
